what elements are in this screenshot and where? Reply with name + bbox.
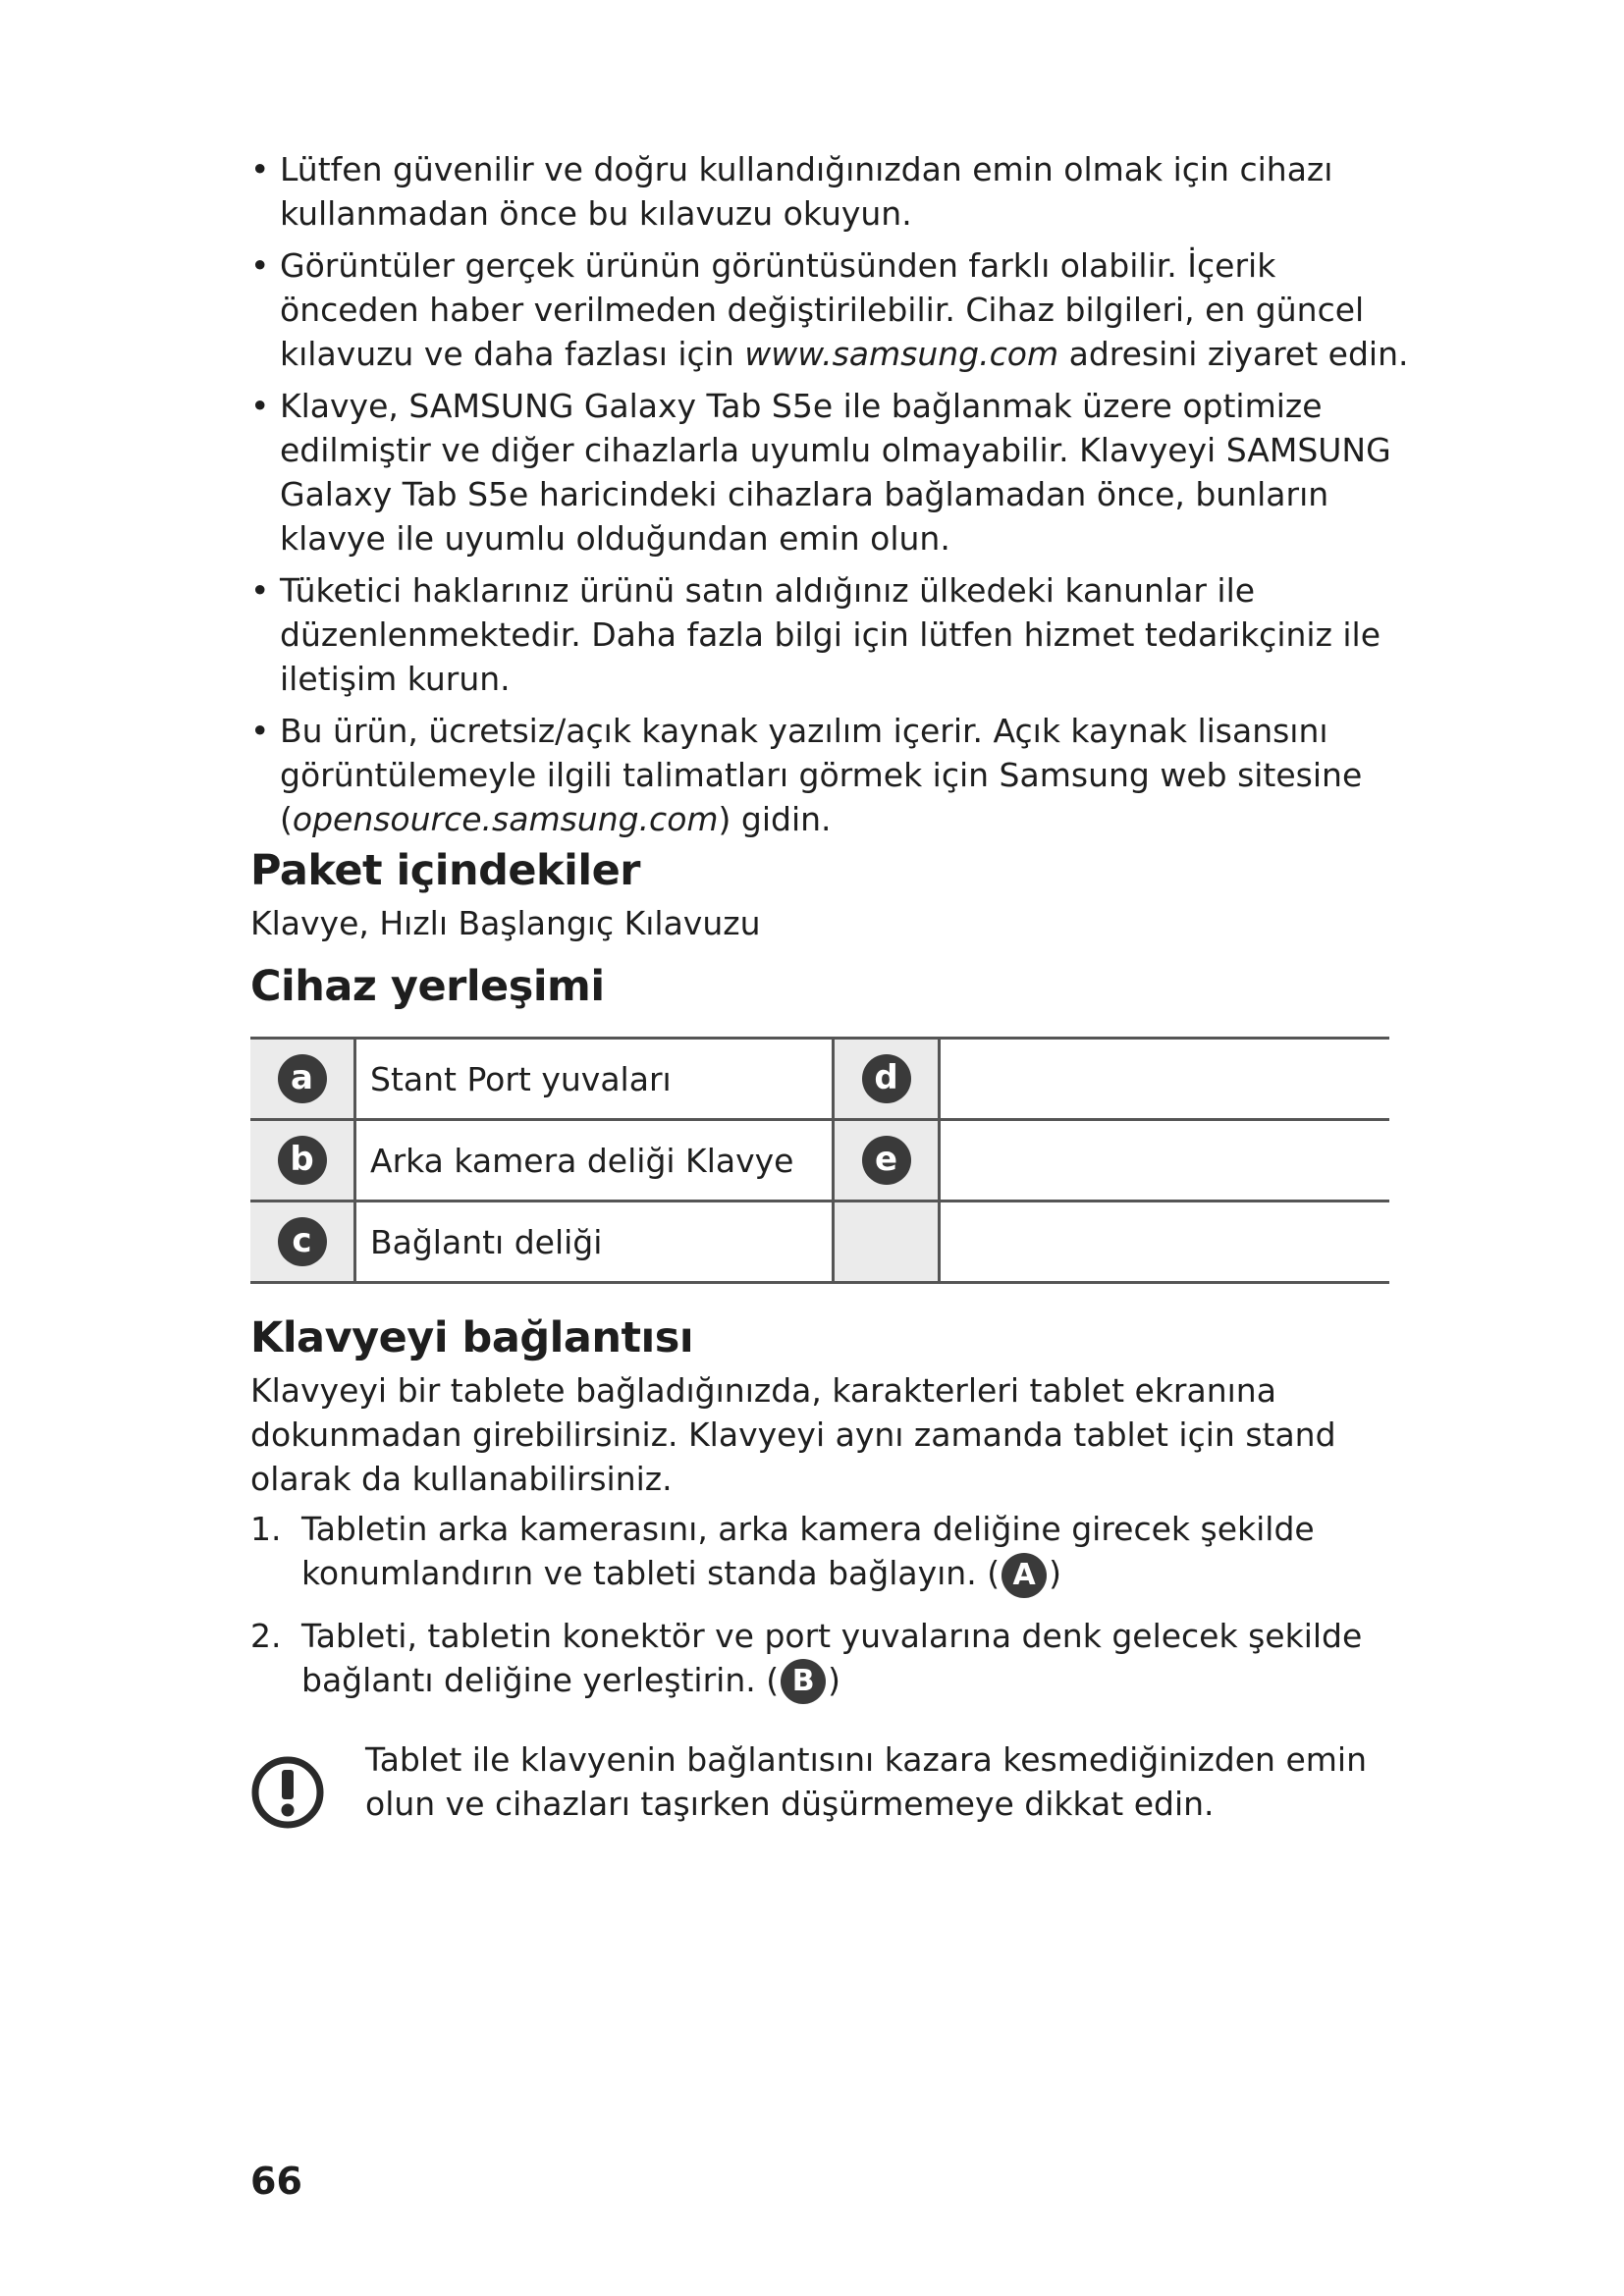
notice-item [250, 709, 1409, 841]
notice-item [250, 384, 1409, 561]
badge-cell [250, 1039, 355, 1120]
part-label: Arka kamera deliği Klavye [355, 1120, 834, 1201]
step-item: 1. Tabletin arka kamerasını, arka kamera deliğine girecek şekilde konumlandırın ve tableti standa bağlayın. ( A ) [250, 1507, 1409, 1598]
notice-item [250, 568, 1409, 701]
table-row [250, 1039, 1389, 1120]
badge-b-icon: b [278, 1136, 327, 1185]
table-row [250, 1201, 1389, 1283]
step-item: 2. Tableti, tabletin konektör ve port yuvalarına denk gelecek şekilde bağlantı deliğine yerleştirin. ( B ) [250, 1614, 1409, 1705]
figure-a-icon: A [1001, 1553, 1047, 1598]
figure-b-icon: B [781, 1659, 826, 1704]
connect-steps [250, 1507, 1409, 1720]
part-label-empty [940, 1201, 1390, 1283]
layout-heading: Cihaz yerleşimi [250, 962, 605, 1011]
notice-text: Lütfen güvenilir ve doğru kullandığınızdan emin olmak için cihazı kullanmadan önce bu kılavuzu okuyun. [280, 150, 1333, 233]
notice-text: Bu ürün, ücretsiz/açık kaynak yazılım içerir. Açık kaynak lisansını görüntülemeyle ilgili talimatları görmek için Samsung web sitesine ( [280, 712, 1363, 838]
step-number: 1. [250, 1510, 282, 1548]
notice-text: adresini ziyaret edin. [1058, 335, 1409, 373]
connect-intro: Klavyeyi bir tablete bağladığınızda, karakterleri tablet ekranına dokunmadan girebilirsiniz. Klavyeyi aynı zamanda tablet için stand olarak da kullanabilirsiniz. [250, 1371, 1336, 1498]
notice-text: Tüketici haklarınız ürünü satın aldığınız ülkedeki kanunlar ile düzenlenmektedir. Daha fazla bilgi için lütfen hizmet tedarikçiniz ile iletişim kurun. [280, 571, 1381, 698]
step-text: Tabletin arka kamerasını, arka kamera deliğine girecek şekilde konumlandırın ve tableti standa bağlayın. [301, 1510, 1315, 1592]
badge-cell [250, 1201, 355, 1283]
badge-cell-empty [834, 1201, 940, 1283]
opensource-link[interactable]: opensource.samsung.com [292, 800, 719, 838]
badge-cell [250, 1120, 355, 1201]
part-label: Bağlantı deliği [355, 1201, 834, 1283]
notice-list [250, 147, 1409, 849]
notice-text: Görüntüler gerçek ürünün görüntüsünden farklı olabilir. İçerik önceden haber verilmeden değiştirilebilir. Cihaz bilgileri, en güncel kılavuzu ve daha fazlası için [280, 246, 1365, 373]
device-layout-table [250, 1037, 1389, 1284]
connect-heading: Klavyeyi bağlantısı [250, 1313, 694, 1362]
part-label-empty [940, 1039, 1390, 1120]
part-label: Stant Port yuvaları [355, 1039, 834, 1120]
badge-cell [834, 1120, 940, 1201]
notice-text: Klavye, SAMSUNG Galaxy Tab S5e ile bağlanmak üzere optimize edilmiştir ve diğer cihazlarla uyumlu olmayabilir. Klavyeyi SAMSUNG Galaxy Tab S5e haricindeki cihazlara bağlamadan önce, bunların klavye ile uyumlu olduğundan emin olun. [280, 387, 1391, 558]
step-text: Tableti, tabletin konektör ve port yuvalarına denk gelecek şekilde bağlantı deliğine yerleştirin. [301, 1616, 1363, 1699]
notice-item [250, 147, 1409, 236]
notice-text: ) gidin. [718, 800, 832, 838]
badge-cell [834, 1039, 940, 1120]
samsung-website-link[interactable]: www.samsung.com [744, 335, 1059, 373]
badge-e-icon: e [862, 1136, 911, 1185]
badge-d-icon: d [862, 1054, 911, 1103]
badge-c-icon: c [278, 1217, 327, 1266]
badge-a-icon: a [278, 1054, 327, 1103]
part-label-empty [940, 1120, 1390, 1201]
table-row [250, 1120, 1389, 1201]
package-contents: Klavye, Hızlı Başlangıç Kılavuzu [250, 904, 761, 942]
caution-icon [250, 1755, 325, 1830]
step-number: 2. [250, 1616, 282, 1655]
notice-item [250, 243, 1409, 376]
caution-text: Tablet ile klavyenin bağlantısını kazara kesmediğinizden emin olun ve cihazları taşırken düşürmemeye dikkat edin. [365, 1740, 1367, 1823]
package-heading: Paket içindekiler [250, 846, 640, 895]
page-number: 66 [250, 2160, 302, 2203]
